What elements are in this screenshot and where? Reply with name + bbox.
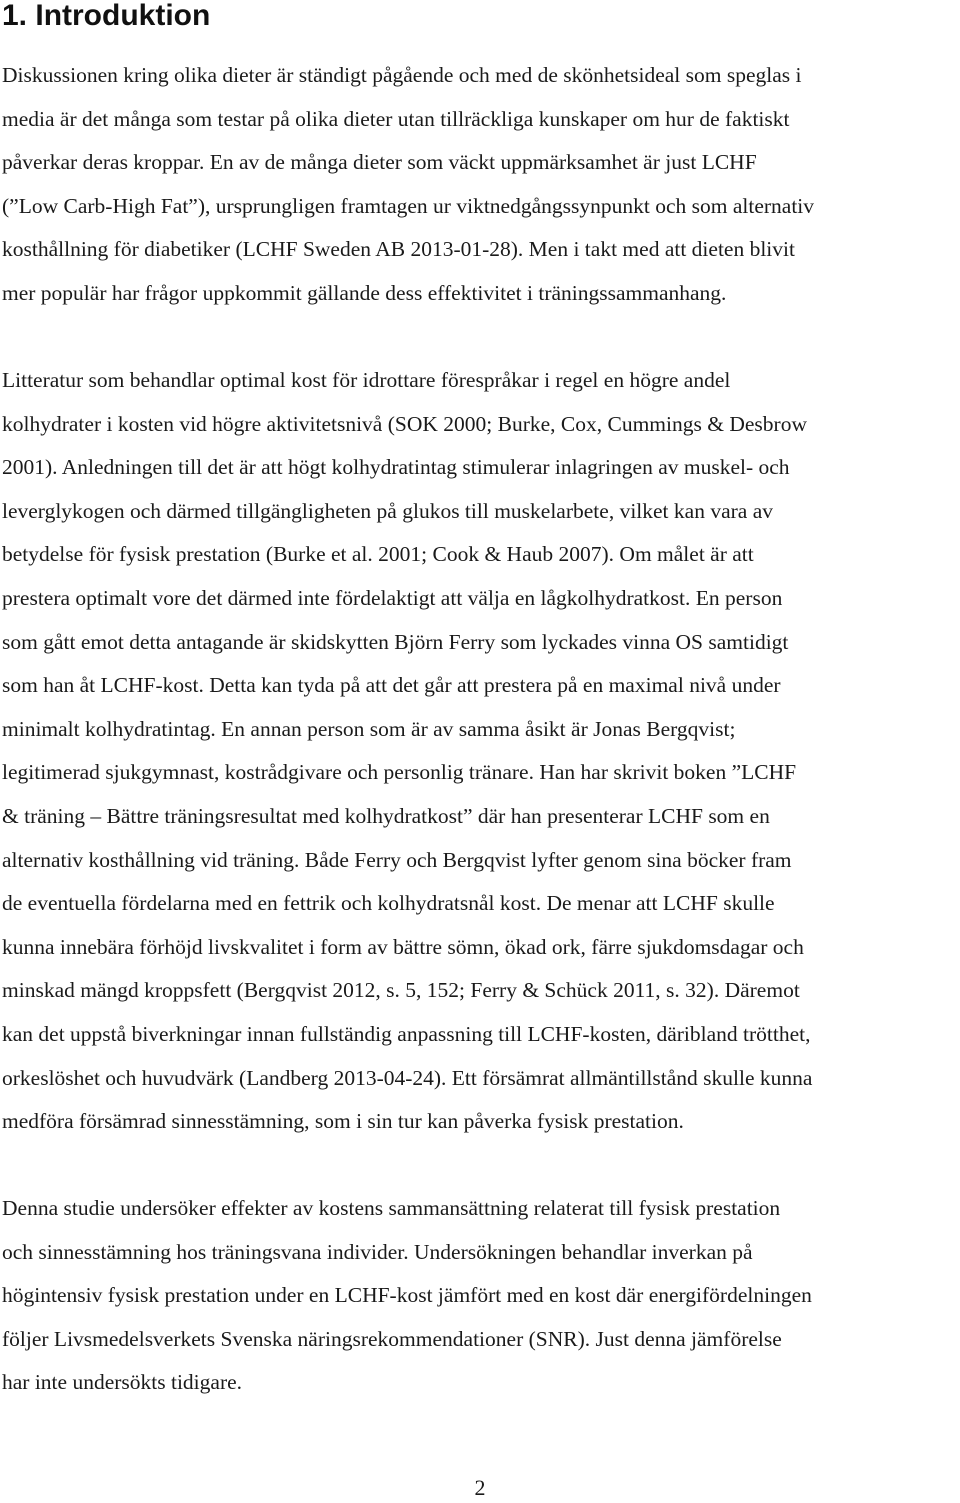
text-line: leverglykogen och därmed tillgängligheten på glukos till muskelarbete, vilket kan vara av — [2, 498, 773, 523]
text-line: media är det många som testar på olika dieter utan tillräckliga kunskaper om hur de faktiskt — [2, 106, 790, 131]
paragraph-3 — [2, 1187, 958, 1405]
text-line: (”Low Carb-High Fat”), ursprungligen framtagen ur viktnedgångssynpunkt och som alternativ — [2, 193, 815, 218]
text-line: medföra försämrad sinnesstämning, som i sin tur kan påverka fysisk prestation. — [2, 1109, 684, 1134]
paragraph-1 — [2, 54, 958, 316]
text-line: kunna innebära förhöjd livskvalitet i form av bättre sömn, ökad ork, färre sjukdomsdagar och — [2, 934, 804, 959]
text-line: legitimerad sjukgymnast, kostrådgivare och personlig tränare. Han har skrivit boken ”LCHF — [2, 760, 797, 785]
text-line: betydelse för fysisk prestation (Burke et al. 2001; Cook & Haub 2007). Om målet är att — [2, 542, 754, 567]
text-line: kosthållning för diabetiker (LCHF Sweden AB 2013-01-28). Men i takt med att dieten blivit — [2, 237, 795, 262]
text-line: & träning – Bättre träningsresultat med kolhydratkost” där han presenterar LCHF som en — [2, 803, 770, 828]
text-line: orkeslöshet och huvudvärk (Landberg 2013-04-24). Ett försämrat allmäntillstånd skulle kunna — [2, 1065, 813, 1090]
text-line: har inte undersökts tidigare. — [2, 1370, 243, 1395]
text-line: de eventuella fördelarna med en fettrik och kolhydratsnål kost. De menar att LCHF skulle — [2, 891, 775, 916]
text-line: som gått emot detta antagande är skidskytten Björn Ferry som lyckades vinna OS samtidigt — [2, 629, 789, 654]
text-line: kolhydrater i kosten vid högre aktivitetsnivå (SOK 2000; Burke, Cox, Cummings & Desbrow — [2, 411, 807, 436]
text-line: Denna studie undersöker effekter av kostens sammansättning relaterat till fysisk prestation — [2, 1196, 781, 1220]
text-line: 2001). Anledningen till det är att högt kolhydratintag stimulerar inlagringen av muskel- och — [2, 455, 790, 480]
paragraph-2 — [2, 359, 958, 1144]
text-line: och sinnesstämning hos träningsvana individer. Undersökningen behandlar inverkan på — [2, 1239, 753, 1264]
text-line: minskad mängd kroppsfett (Bergqvist 2012, s. 5, 152; Ferry & Schück 2011, s. 32). Däremot — [2, 978, 800, 1003]
text-line: följer Livsmedelsverkets Svenska näringsrekommendationer (SNR). Just denna jämförelse — [2, 1326, 782, 1351]
text-line: Diskussionen kring olika dieter är ständigt pågående och med de skönhetsideal som speglas i — [2, 63, 802, 87]
text-line: prestera optimalt vore det därmed inte fördelaktigt att välja en lågkolhydratkost. En person — [2, 585, 783, 610]
text-line: kan det uppstå biverkningar innan fullständig anpassning till LCHF-kosten, däribland trötthet, — [2, 1021, 811, 1046]
section-heading: 1. Introduktion — [2, 0, 211, 32]
text-line: Litteratur som behandlar optimal kost för idrottare förespråkar i regel en högre andel — [2, 368, 731, 392]
text-line: alternativ kosthållning vid träning. Både Ferry och Bergqvist lyfter genom sina böcker fram — [2, 847, 792, 872]
text-line: som han åt LCHF-kost. Detta kan tyda på att det går att prestera på en maximal nivå under — [2, 673, 781, 698]
text-line: minimalt kolhydratintag. En annan person som är av samma åsikt är Jonas Bergqvist; — [2, 716, 736, 741]
text-line: högintensiv fysisk prestation under en LCHF-kost jämfört med en kost där energifördelningen — [2, 1283, 812, 1308]
page-number: 2 — [474, 1475, 486, 1500]
text-line: påverkar deras kroppar. En av de många dieter som väckt uppmärksamhet är just LCHF — [2, 150, 757, 175]
text-line: mer populär har frågor uppkommit gällande dess effektivitet i träningssammanhang. — [2, 280, 727, 305]
